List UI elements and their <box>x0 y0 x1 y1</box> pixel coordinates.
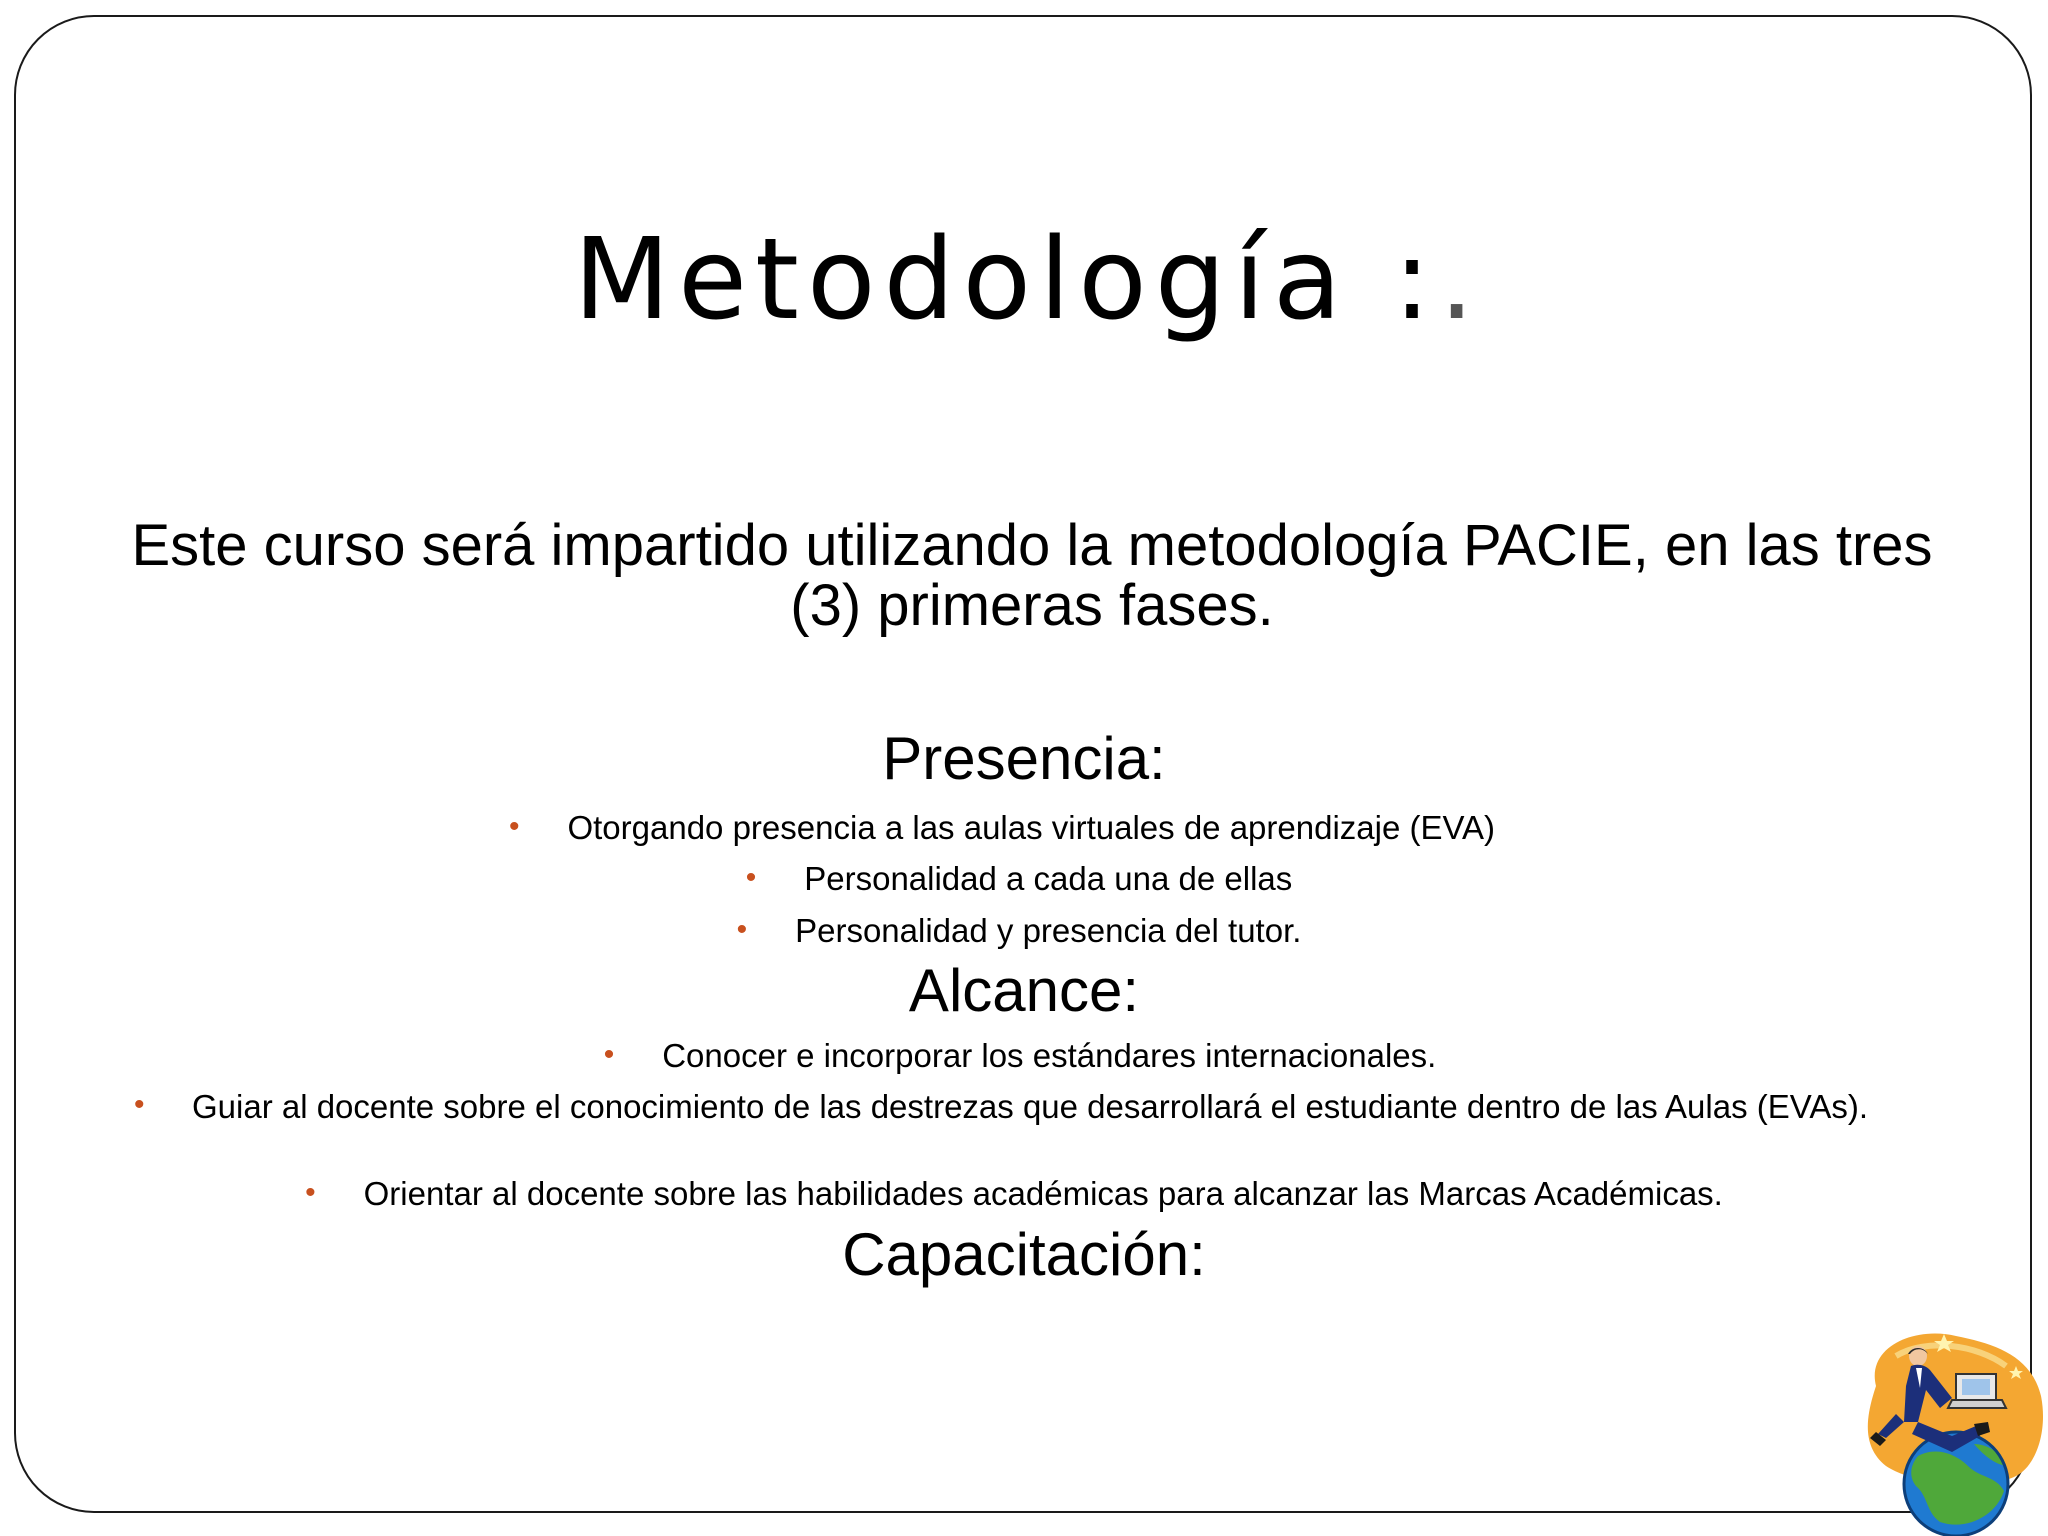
bullet-dot: • <box>508 810 520 843</box>
title-text: Metodología : <box>573 215 1439 345</box>
section-heading-alcance: Alcance: <box>908 957 1140 1024</box>
title-dot: . <box>1438 215 1475 345</box>
slide-title <box>0 210 2048 350</box>
bullet-item <box>0 1036 2044 1078</box>
bullet-item <box>130 1090 1930 1124</box>
bullet-text: Otorgando presencia a las aulas virtuales de aprendizaje (EVA) <box>567 809 1496 846</box>
bullet-item <box>0 911 2043 953</box>
bullet-text: Personalidad a cada una de ellas <box>804 860 1293 897</box>
bullet-dot: • <box>134 1088 145 1121</box>
bullet-dot: • <box>603 1038 615 1071</box>
bullet-text: Guiar al docente sobre el conocimiento de las destrezas que desarrollará el estudiante dentro de las Aulas (EVAs). <box>191 1088 1868 1125</box>
bullet-dot: • <box>736 913 748 946</box>
section-heading-presencia: Presencia: <box>882 725 1166 792</box>
section-heading-capacitacion: Capacitación: <box>842 1221 1206 1288</box>
bullet-text: Orientar al docente sobre las habilidades académicas para alcanzar las Marcas Académicas. <box>363 1175 1723 1212</box>
bullet-item <box>0 808 2026 850</box>
bullet-text: Personalidad y presencia del tutor. <box>795 912 1302 949</box>
bullet-dot: • <box>745 861 757 894</box>
intro-paragraph: Este curso será impartido utilizando la metodología PACIE, en las tres (3) primeras fases. <box>131 513 1933 638</box>
bullet-text: Conocer e incorporar los estándares internacionales. <box>662 1037 1437 1074</box>
bullet-dot: • <box>305 1176 316 1209</box>
businessman-globe-icon <box>1856 1326 2048 1536</box>
bullet-item <box>0 1174 2038 1216</box>
bullet-item <box>0 859 2043 901</box>
